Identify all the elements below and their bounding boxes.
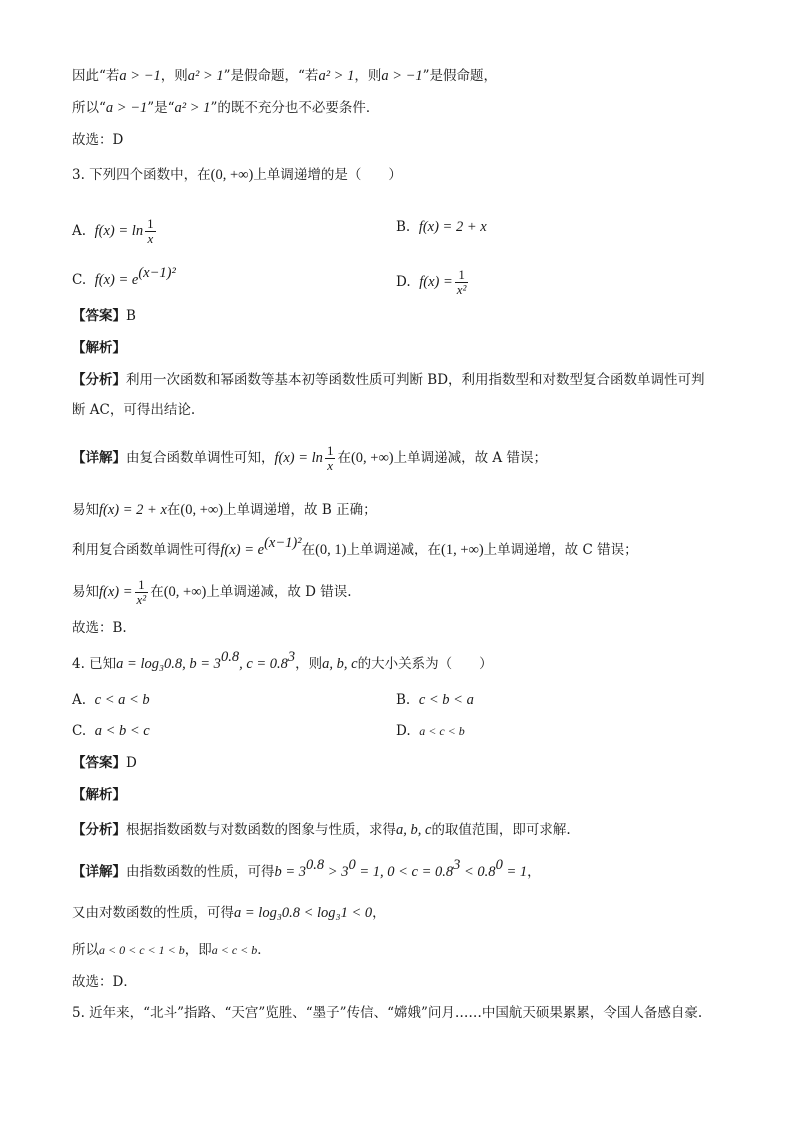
q4-option-d: D. a < c < b [396,723,465,739]
analysis-heading-3: 【解析】 [72,340,126,356]
question-4: 4. 已知a = log₃0.8, $b = 3^{0.8}$, $c = 0.8^3$，则a, b, c的大小关系为（ ） [72,649,493,672]
q3-option-c: C. $f(x) = e^{(x-1)^2}$ [72,265,176,288]
fraction: $\frac{1}{x}$ [147,216,154,246]
question-5: 5. 近年来，“北斗”指路、“天宫”览胜、“墨子”传信、“嫦娥”问月……中国航天硕果累累，令国人备感自豪. [72,1005,703,1021]
choice-line-3: 故选：B. [72,620,127,636]
detail-4-c: 所以a < 0 < c < 1 < b，即a < c < b． [72,942,271,958]
q3-option-a: A. f(x) = ln $\frac{1}{x}$ [72,216,154,246]
detail-4-a: 【详解】由指数函数的性质，可得$b = 3^{0.8} > 3^0 = 1$, $0 < c = 0.8^3 < 0.8^0 = 1$， [72,857,541,880]
question-3: 3. 下列四个函数中，在(0, +∞)上单调递增的是（ ） [72,167,402,183]
fraction: $\frac{1}{\text{x²}}$ [456,267,467,297]
detail-3-b: 易知f(x) = 2 + x在(0, +∞)上单调递增，故 B 正确； [72,502,377,518]
math-expr: a > −1 [105,100,148,116]
math-expr: a > −1 [119,68,161,84]
q4-option-c: C. a < b < c [72,723,150,739]
detail-3-a: 【详解】由复合函数单调性可知，f(x) = ln $\frac{1}{x}$ 在(0, +∞)上单调递减，故 A 错误； [72,443,547,473]
q4-option-b: B. c < b < a [396,692,474,708]
choice-line-4: 故选：D． [72,974,137,990]
analysis-3-line-2: 断 AC，可得出结论. [72,402,196,418]
detail-4-b: 又由对数函数的性质，可得a = log₃0.8 < log₃1 < 0， [72,905,386,921]
text-line-2: 所以“a > −1”是“a² > 1”的既不充分也不必要条件． [72,100,380,116]
math-expr: a > −1 [381,68,423,84]
detail-3-d: 易知f(x) = $\frac{1}{\text{x²}}$ 在(0, +∞)上单调递减，故 D 错误. [72,577,352,607]
text-line-1: 因此“若a > −1，则a² > 1”是假命题，“若a² > 1，则a > −1”是假命题， [72,68,498,84]
math-expr: a² > 1 [318,68,355,84]
math-interval: (0, +∞) [210,167,254,183]
analysis-4: 【分析】根据指数函数与对数函数的图象与性质，求得a, b, c的取值范围，即可求解. [72,822,571,838]
answer-4: 【答案】D [72,755,137,771]
fraction: $\frac{1}{\text{x²}}$ [136,577,147,607]
q3-option-d: D. f(x) = $\frac{1}{\text{x²}}$ [396,267,467,297]
detail-3-c: 利用复合函数单调性可得$f(x) = e^{(x-1)^2}$在(0, 1)上单调递减，在(1, +∞)上单调递增，故 C 错误； [72,535,638,558]
q3-option-b: B. f(x) = 2 + x [396,219,487,235]
answer-3: 【答案】B [72,308,136,324]
math-expr: a² > 1 [174,100,211,116]
analysis-heading-4: 【解析】 [72,787,126,803]
q4-option-a: A. c < a < b [72,692,150,708]
fraction: $\frac{1}{x}$ [326,443,334,473]
math-expr: a² > 1 [187,68,224,84]
analysis-3-line-1: 【分析】利用一次函数和幂函数等基本初等函数性质可判断 BD，利用指数型和对数型复合函数单调性可判 [72,372,705,388]
choice-line: 故选：D [72,132,124,148]
